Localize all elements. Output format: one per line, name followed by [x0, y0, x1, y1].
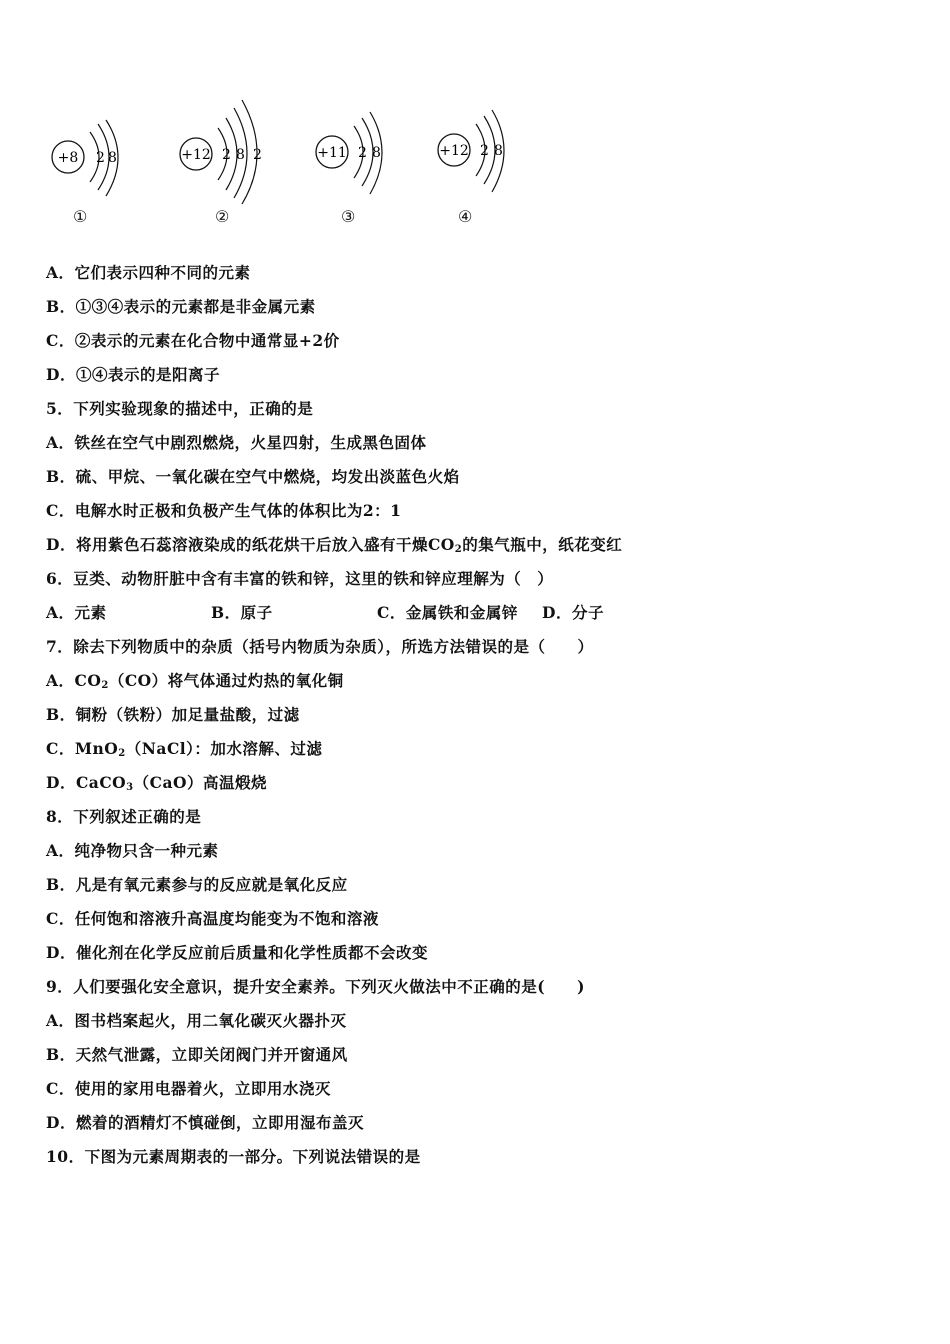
- q5-option-d: [46, 533, 622, 555]
- q5-option-d-text: D．将用紫色石蕊溶液染成的纸花烘干后放入盛有干燥CO: [46, 535, 455, 554]
- shell-2-count: 8: [494, 143, 503, 159]
- q9-option-d: D．燃着的酒精灯不慎碰倒，立即用湿布盖灭: [46, 1113, 364, 1132]
- q8-option-d: D．催化剂在化学反应前后质量和化学性质都不会改变: [46, 943, 428, 962]
- subscript: 2: [454, 544, 463, 555]
- atom-diagram-4: [436, 110, 526, 204]
- q4-option-c: C．②表示的元素在化合物中通常显+2价: [46, 331, 340, 350]
- q6-option-d: D．分子: [542, 603, 604, 622]
- q8-stem: 8．下列叙述正确的是: [46, 807, 202, 826]
- shell-2-count: 8: [236, 147, 245, 163]
- subscript: 2: [101, 680, 109, 691]
- q9-stem: 9．人们要强化安全意识，提升安全素养。下列灭火做法中不正确的是( ): [46, 977, 585, 996]
- q9-option-a: A．图书档案起火，用二氧化碳灭火器扑灭: [46, 1011, 347, 1030]
- shell-2-count: 8: [108, 150, 117, 166]
- subscript: 3: [126, 782, 134, 793]
- q6-option-b: B．原子: [211, 603, 273, 622]
- q6-stem: 6．豆类、动物肝脏中含有丰富的铁和锌，这里的铁和锌应理解为（ ）: [46, 569, 554, 588]
- q4-option-d: D．①④表示的是阳离子: [46, 365, 220, 384]
- nucleus-label: +11: [317, 145, 347, 161]
- q4-option-b: B．①③④表示的元素都是非金属元素: [46, 297, 316, 316]
- q4-option-a: A．它们表示四种不同的元素: [46, 263, 251, 282]
- subscript: 2: [118, 748, 126, 759]
- nucleus-label: +12: [181, 147, 211, 163]
- q8-option-c: C．任何饱和溶液升高温度均能变为不饱和溶液: [46, 909, 379, 928]
- nucleus-label: +8: [57, 150, 79, 166]
- atom-diagram-3: [314, 112, 404, 206]
- q5-option-d-text-end: 的集气瓶中，纸花变红: [462, 535, 623, 554]
- q7-option-a-text: A．CO: [46, 671, 102, 690]
- q7-option-c: [46, 737, 322, 759]
- shell-3-count: 2: [253, 147, 262, 163]
- q9-option-c: C．使用的家用电器着火，立即用水浇灭: [46, 1079, 331, 1098]
- q5-option-a: A．铁丝在空气中剧烈燃烧，火星四射，生成黑色固体: [46, 433, 427, 452]
- atom-diagram-4-svg: [436, 110, 526, 200]
- shell-2-count: 8: [372, 145, 381, 161]
- q7-option-d-text-end: （CaO）高温煅烧: [133, 773, 268, 792]
- shell-1-count: 2: [96, 150, 105, 166]
- q8-option-b: B．凡是有氧元素参与的反应就是氧化反应: [46, 875, 348, 894]
- q6-option-a: A．元素: [46, 603, 107, 622]
- q7-option-d-text: D．CaCO: [46, 773, 127, 792]
- q10-stem: 10．下图为元素周期表的一部分。下列说法错误的是: [46, 1147, 421, 1166]
- q7-option-a: [46, 669, 344, 691]
- q7-option-c-text-end: （NaCl）：加水溶解、过滤: [125, 739, 323, 758]
- q7-option-d: [46, 771, 267, 793]
- q5-option-c: C．电解水时正极和负极产生气体的体积比为2：1: [46, 501, 402, 520]
- q5-option-b: B．硫、甲烷、一氧化碳在空气中燃烧，均发出淡蓝色火焰: [46, 467, 460, 486]
- q6-option-c: C．金属铁和金属锌: [377, 603, 518, 622]
- q5-stem: 5．下列实验现象的描述中，正确的是: [46, 399, 314, 418]
- atom-diagram-2-label: ②: [215, 207, 230, 226]
- atom-diagram-1-label: ①: [73, 207, 88, 226]
- q8-option-a: A．纯净物只含一种元素: [46, 841, 219, 860]
- atom-diagrams: [0, 0, 950, 240]
- shell-1-count: 2: [480, 143, 489, 159]
- shell-1-count: 2: [222, 147, 231, 163]
- atom-diagram-1: [50, 120, 140, 204]
- q7-option-c-text: C．MnO: [46, 739, 119, 758]
- q7-option-b: B．铜粉（铁粉）加足量盐酸，过滤: [46, 705, 300, 724]
- shell-1-count: 2: [358, 145, 367, 161]
- q7-option-a-text-end: （CO）将气体通过灼热的氧化铜: [108, 671, 344, 690]
- atom-diagram-2: [178, 100, 278, 204]
- atom-diagram-3-label: ③: [341, 207, 356, 226]
- q9-option-b: B．天然气泄露，立即关闭阀门并开窗通风: [46, 1045, 348, 1064]
- atom-diagram-3-svg: [314, 112, 404, 202]
- atom-diagram-2-svg: [178, 100, 278, 200]
- atom-diagram-4-label: ④: [458, 207, 473, 226]
- atom-diagram-1-svg: [50, 120, 140, 200]
- q7-stem: 7．除去下列物质中的杂质（括号内物质为杂质），所选方法错误的是（ ）: [46, 637, 594, 656]
- nucleus-label: +12: [439, 143, 469, 159]
